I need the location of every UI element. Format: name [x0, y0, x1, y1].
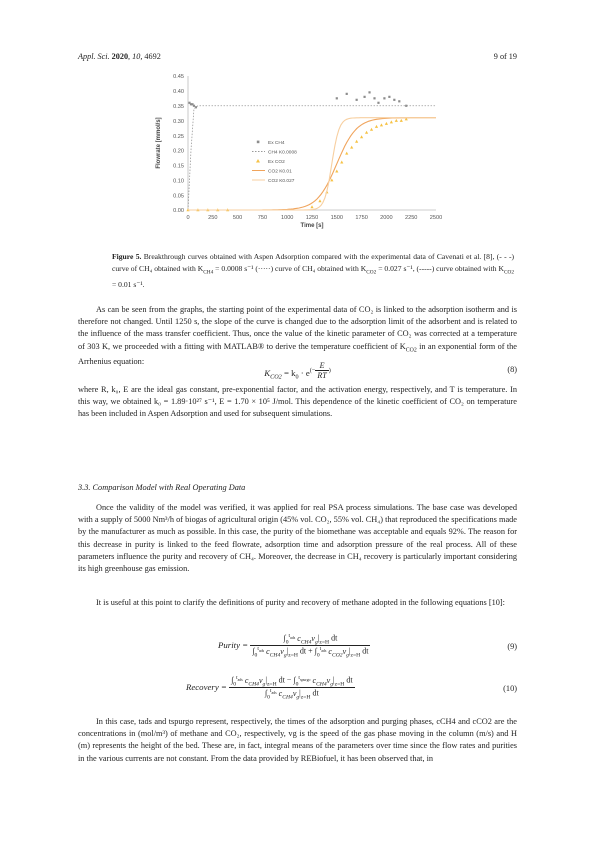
data-point-ex-co2: [370, 128, 373, 131]
section-heading: 3.3. Comparison Model with Real Operating Data: [78, 483, 246, 492]
paragraph-real-data: Once the validity of the model was verified, it was applied for real PSA process simulations. The base case was developed with a supply of 5000 Nm³/h of biogas of agricultural origin (45% vol. CO₂, 55% vol. CH₄) that reproduced the specifications made by the manufacturer as much as possible. In this case, the purity of the biomethane was acceptable and equals 92%. The reason for this decrease in purity is linked to the feed flowrate, adsorption time and adsorption pressure of the real process. All of these parameters influence the purity and recovery of CH₄. Moreover, the decrease in CH₄ recovery is particularly important considering its high greenhouse gas emission.: [78, 503, 517, 574]
series-line-ch4-k00008: [188, 106, 436, 210]
x-tick-label: 1750: [355, 215, 368, 221]
paragraph-parameters: where R, k₀, E are the ideal gas constant, pre-exponential factor, and the activation energy, respectively, and T is temperature. In this way, we obtained k₀ = 1.89·10²⁷ s⁻¹, E = 1.70 × 10⁵ J/mol. This dependence of the kinetic coefficient of CO₂ on temperature has been included in Aspen Adsorption and used for subsequent simulations.: [78, 385, 517, 419]
legend-label: CO2 K0.01: [268, 169, 292, 175]
data-point-ex-co2: [395, 119, 398, 122]
x-tick-label: 250: [208, 215, 218, 221]
data-point-ex-co2: [335, 169, 338, 172]
legend-label: CO2 K0.027: [268, 179, 295, 184]
data-point-ex-ch4: [373, 97, 375, 99]
running-header-left: Appl. Sci. 2020, 10, 4692: [78, 52, 161, 61]
equation-9: Purity = $\frac{\int_0^{t_{ads}} c_{CH4}v_g|_{z=H} dt}{\int_0^{t_{ads}} c_{CH4}v_g|_{z=H} dt + \int_0^{t_{ads}} c_{CO2}v_g|_{z=H} dt}$ (9): [218, 633, 517, 659]
y-axis-label: Flowrate [mmol/s]: [156, 117, 162, 169]
y-tick-label: 0.40: [173, 89, 184, 96]
data-point-ex-ch4: [346, 93, 348, 95]
data-point-ex-ch4: [193, 105, 195, 107]
equation-10: Recovery = $\frac{\int_0^{t_{ads}} c_{CH4}v_g|_{z=H} dt - \int_0^{t_{spurgo}} c_{CH4}v_g|_{z=H} dt}{\int_0^{t_{ads}} c_{CH4}v_g|_{z=H} dt}$ (10): [186, 675, 517, 701]
x-tick-label: 2250: [404, 215, 418, 221]
data-point-ex-co2: [345, 152, 348, 155]
series-line-co2-k001: [188, 118, 436, 210]
page-number: 9 of 19: [493, 52, 517, 61]
y-tick-label: 0.30: [173, 118, 184, 125]
y-tick-label: 0.25: [173, 133, 184, 140]
x-axis-label: Time [s]: [300, 223, 324, 229]
series-line-co2-k0027: [188, 118, 436, 210]
data-point-ex-co2: [400, 119, 403, 122]
y-tick-label: 0.00: [173, 208, 184, 215]
x-tick-label: 2500: [429, 215, 443, 221]
legend-label: Ex CH4: [268, 141, 285, 146]
data-point-ex-ch4: [393, 99, 395, 101]
data-point-ex-ch4: [363, 96, 365, 98]
y-tick-label: 0.10: [173, 178, 184, 185]
equation-8: $K_{CO2} = k_0 \cdot e^{(- \frac{E}{RT} )}$ (8): [264, 361, 517, 381]
data-point-ex-co2: [380, 123, 383, 126]
y-tick-label: 0.45: [173, 74, 184, 81]
x-tick-label: 1000: [280, 215, 294, 221]
x-tick-label: 2000: [380, 215, 393, 221]
y-tick-label: 0.15: [173, 163, 184, 170]
data-point-ex-co2: [375, 125, 378, 128]
legend-label: CH4 K0.0008: [268, 150, 297, 156]
paragraph-arrhenius-intro: As can be seen from the graphs, the starting point of the experimental data of CO₂ is linked to the adsorption isotherm and is therefore not changed. Until 1250 s, the slope of the curve is changed due to the adsorption limit of the adsorbent and is related to the influence of the mass transfer coefficient. Thus, once the value of the kinetic parameter of CO₂ was corrected at a temperature of 303 K, we proceeded with a fitting with MATLAB® to derive the temperature coefficient of $K_{CO2}$ in an exponential form of the Arrhenius equation:: [78, 305, 517, 367]
data-point-ex-co2: [350, 146, 353, 149]
data-point-ex-ch4: [383, 97, 385, 99]
figure-caption: Figure 5. Breakthrough curves obtained with Aspen Adsorption compared with the experimental data of Cavenati et al. [8], (- - -) curve of CH₄ obtained with $K_{CH4} = 0.0008$ s⁻¹ (·····) curve of CH₄ obtained with $K_{CO2} = 0.027$ s⁻¹, (-----) curve obtained with $K_{CO2} = 0.01$ s⁻¹.: [112, 252, 515, 289]
y-tick-label: 0.20: [173, 148, 184, 155]
data-point-ex-ch4: [388, 96, 390, 98]
data-point-ex-ch4: [336, 97, 338, 99]
x-tick-label: 500: [232, 215, 243, 221]
data-point-ex-ch4: [398, 100, 400, 102]
x-tick-label: 1250: [305, 215, 319, 221]
y-tick-label: 0.35: [173, 103, 184, 110]
data-point-ex-co2: [390, 120, 393, 123]
x-tick-label: 0: [186, 215, 190, 221]
data-point-ex-co2: [310, 205, 313, 208]
data-point-ex-ch4: [368, 91, 370, 93]
data-point-ex-co2: [355, 140, 358, 143]
paragraph-definitions: It is useful at this point to clarify the definitions of purity and recovery of methane adopted in the following equations [10]:: [96, 598, 505, 607]
x-tick-label: 750: [257, 215, 268, 221]
legend-label: Ex CO2: [268, 160, 285, 165]
data-point-ex-co2: [340, 161, 343, 164]
data-point-ex-co2: [365, 131, 368, 134]
breakthrough-chart: [140, 68, 443, 229]
data-point-ex-co2: [318, 199, 321, 202]
y-tick-label: 0.05: [173, 193, 184, 200]
data-point-ex-co2: [360, 135, 363, 138]
legend-marker-ex-co2: [256, 159, 260, 163]
data-point-ex-ch4: [356, 99, 358, 101]
data-point-ex-ch4: [377, 102, 379, 104]
x-tick-label: 1500: [330, 215, 344, 221]
data-point-ex-co2: [385, 122, 388, 125]
figure-label: Figure 5.: [112, 252, 142, 261]
paragraph-symbols: In this case, tads and tspurgo represent, respectively, the times of the adsorption and purging phases, cCH4 and cCO2 are the concentrations in (mol/m³) of methane and CO₂, respectively, vg is the speed of the gas phase moving in the column (m/s) and H (m) represents the height of the bed. These are, in fact, integral means of the parameters over time since the flow rates and purities in the various currents are not constant. From the data provided by REBiofuel, it has been observed that, in: [78, 717, 517, 763]
data-point-ex-co2: [330, 178, 333, 181]
legend-marker-ex-ch4: [257, 141, 260, 144]
